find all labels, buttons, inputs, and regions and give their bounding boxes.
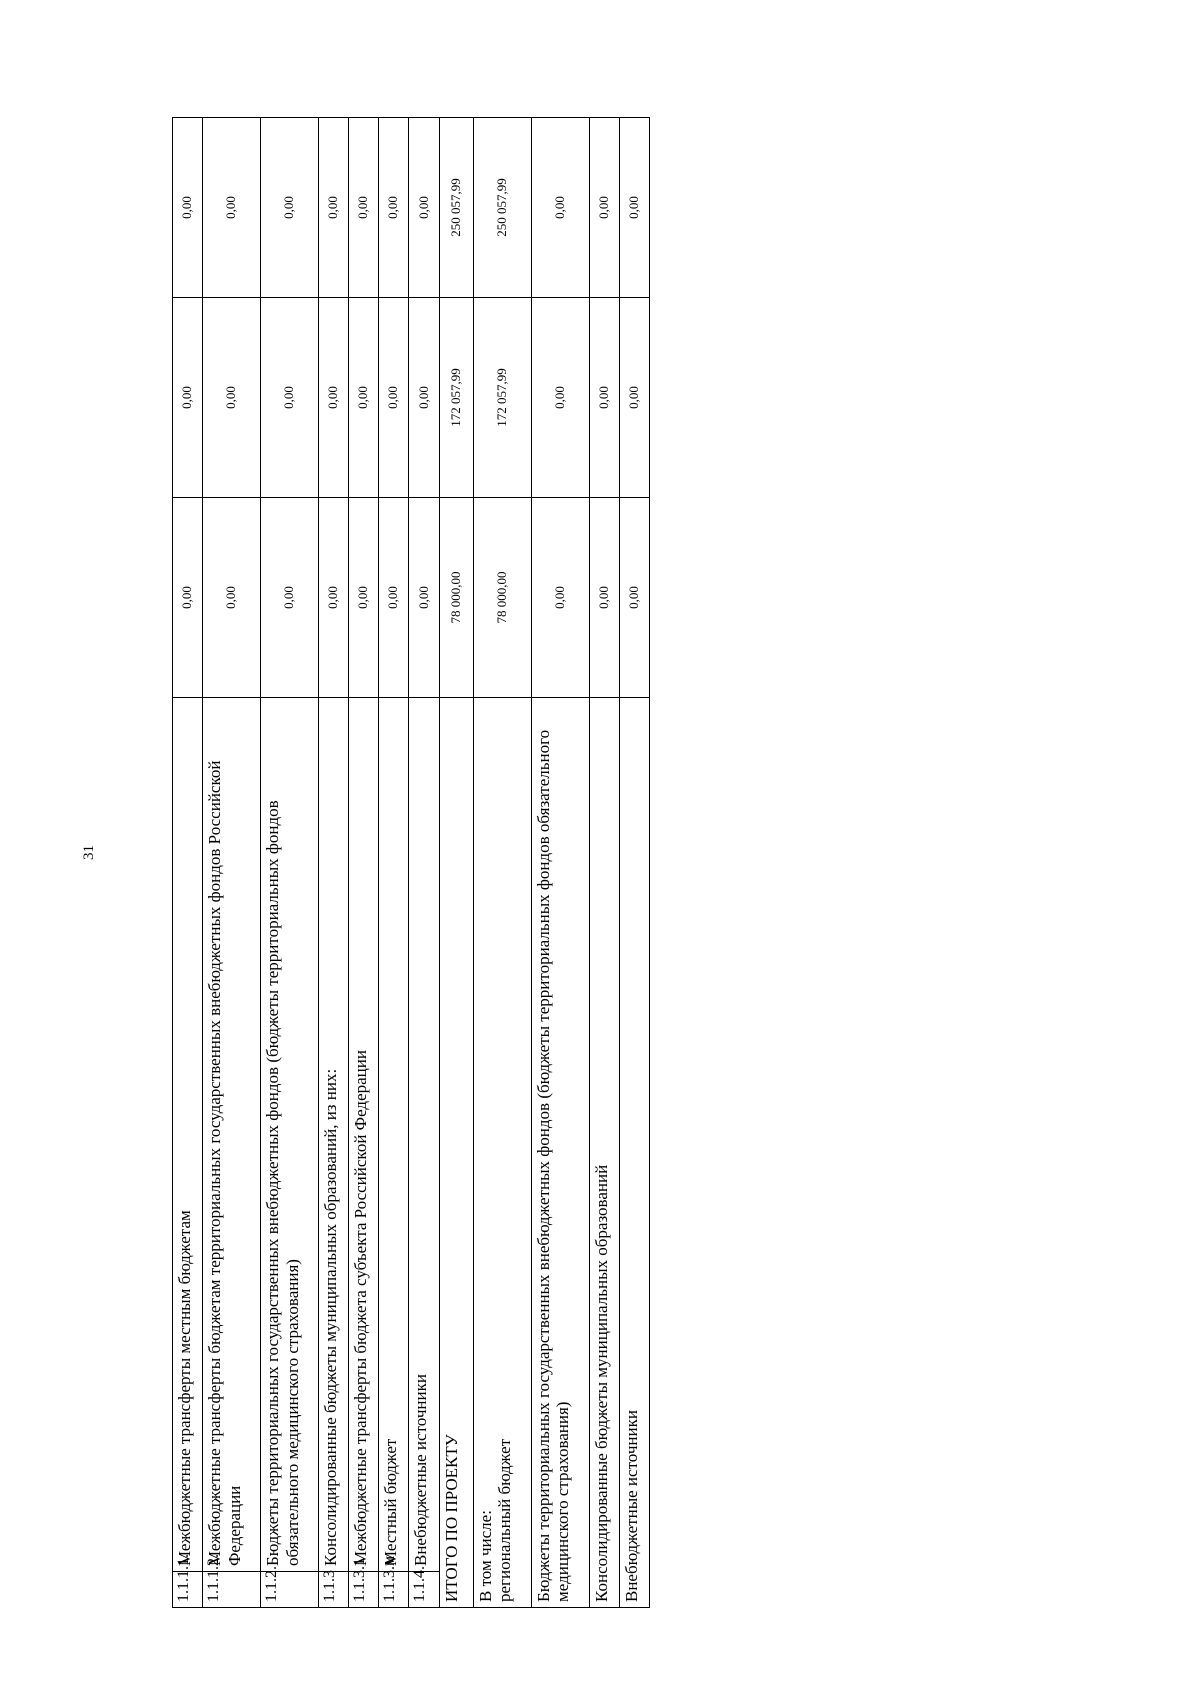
row-label: Бюджеты территориальных государственных внебюджетных фондов (бюджеты территориальных фондов обязательного медицинского страхования) — [531, 698, 589, 1608]
table-row — [409, 118, 439, 1608]
row-label-line-1: В том числе: — [475, 1510, 495, 1602]
table-row — [349, 118, 379, 1608]
table-row — [473, 118, 531, 1608]
row-value-1: 0,00 — [203, 498, 261, 698]
row-value-3: 0,00 — [349, 118, 379, 298]
row-code: 1.1.1.1. — [173, 1572, 203, 1608]
row-value-3: 0,00 — [261, 118, 319, 298]
row-value-3: 0,00 — [379, 118, 409, 298]
row-value-2: 172 057,99 — [473, 298, 531, 498]
row-value-1: 0,00 — [531, 498, 589, 698]
row-code: 1.1.3.м — [379, 1572, 409, 1608]
row-code: 1.1.3 — [319, 1572, 349, 1608]
table-row — [319, 118, 349, 1608]
row-value-2: 0,00 — [349, 298, 379, 498]
row-value-3: 0,00 — [173, 118, 203, 298]
row-label: Внебюджетные источники — [619, 698, 649, 1608]
row-value-1: 0,00 — [319, 498, 349, 698]
row-value-3: 0,00 — [409, 118, 439, 298]
table-row — [261, 118, 319, 1608]
row-label: Внебюджетные источники — [409, 698, 439, 1572]
row-code: 1.1.2. — [261, 1572, 319, 1608]
row-code: 1.1.3.1 — [349, 1572, 379, 1608]
table-row-total — [439, 118, 473, 1608]
row-label-line-2: региональный бюджет — [495, 1438, 515, 1602]
row-value-3: 0,00 — [531, 118, 589, 298]
table-row — [619, 118, 649, 1608]
row-label: Межбюджетные трансферты местным бюджетам — [173, 698, 203, 1572]
row-value-3: 0,00 — [319, 118, 349, 298]
row-value-2: 0,00 — [619, 298, 649, 498]
row-value-3: 0,00 — [203, 118, 261, 298]
budget-table — [172, 117, 650, 1608]
table-row — [379, 118, 409, 1608]
row-value-1: 0,00 — [173, 498, 203, 698]
row-value-1: 0,00 — [349, 498, 379, 698]
row-value-1: 0,00 — [589, 498, 619, 698]
row-label: Консолидированные бюджеты муниципальных образований, из них: — [319, 698, 349, 1572]
row-value-1: 0,00 — [379, 498, 409, 698]
row-label: Межбюджетные трансферты бюджетам территориальных государственных внебюджетных фондов Российской Федерации — [203, 698, 261, 1572]
row-value-3: 0,00 — [619, 118, 649, 298]
row-value-2: 0,00 — [589, 298, 619, 498]
row-value-3: 0,00 — [589, 118, 619, 298]
row-value-1: 0,00 — [261, 498, 319, 698]
table-row — [203, 118, 261, 1608]
row-value-2: 0,00 — [531, 298, 589, 498]
table-row — [589, 118, 619, 1608]
row-label-total: ИТОГО ПО ПРОЕКТУ — [439, 698, 473, 1608]
row-label — [473, 698, 531, 1608]
row-value-1: 0,00 — [619, 498, 649, 698]
row-value-2: 172 057,99 — [439, 298, 473, 498]
row-code: 1.1.4. — [409, 1572, 439, 1608]
row-label: Местный бюджет — [379, 698, 409, 1572]
row-value-2: 0,00 — [173, 298, 203, 498]
budget-table-rotated — [172, 118, 650, 1608]
row-value-1: 78 000,00 — [439, 498, 473, 698]
row-label: Межбюджетные трансферты бюджета субъекта Российской Федерации — [349, 698, 379, 1572]
table-row — [173, 118, 203, 1608]
row-value-3: 250 057,99 — [473, 118, 531, 298]
row-value-2: 0,00 — [379, 298, 409, 498]
row-value-2: 0,00 — [409, 298, 439, 498]
table-row — [531, 118, 589, 1608]
row-label: Консолидированные бюджеты муниципальных образований — [589, 698, 619, 1608]
row-code: 1.1.1.2. — [203, 1572, 261, 1608]
page-number: 31 — [81, 845, 97, 860]
row-value-3: 250 057,99 — [439, 118, 473, 298]
row-value-2: 0,00 — [203, 298, 261, 498]
row-value-2: 0,00 — [261, 298, 319, 498]
row-value-1: 78 000,00 — [473, 498, 531, 698]
row-value-2: 0,00 — [319, 298, 349, 498]
row-value-1: 0,00 — [409, 498, 439, 698]
row-label: Бюджеты территориальных государственных внебюджетных фондов (бюджеты территориальных фондов обязательного медицинского страхования) — [261, 698, 319, 1572]
